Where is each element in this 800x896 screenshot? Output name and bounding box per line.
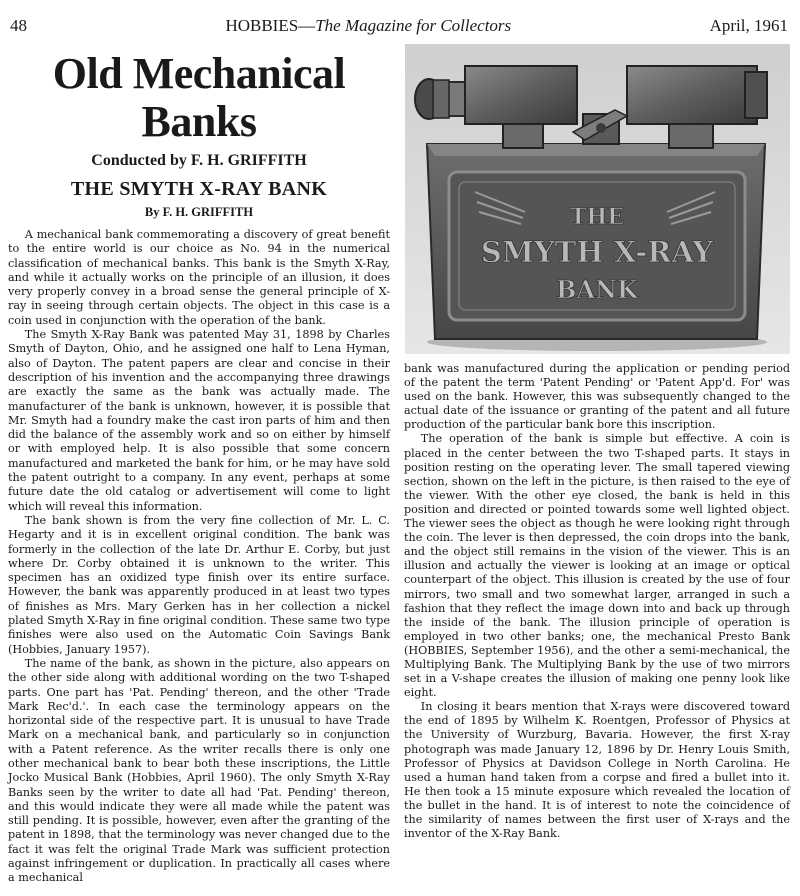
bank-photograph	[405, 44, 790, 354]
right-column	[404, 362, 790, 841]
viewer-collar	[433, 80, 449, 118]
byline: By F. H. GRIFFITH	[144, 205, 254, 219]
paragraph-continued: bank was manufactured during the application or pending period of the patent the term 'Patent Pending' or 'Patent App'd. For' was used on the bank. However, this was subsequently changed to the actual date of the issuance or granting of the patent and all future production of the particular bank bore this inscription.	[404, 362, 790, 432]
page-number: 48	[10, 16, 27, 35]
issue-date: April, 1961	[709, 16, 788, 35]
lettering-the: THE	[570, 204, 624, 230]
paragraph: The name of the bank, as shown in the picture, also appears on the other side along with additional wording on the two T-shaped parts. One part has 'Pat. Pending' thereon, and the other 'Trade Mark Rec'd.'. In each case the terminology appears on the horizontal side of the respective part. It is unusual to have Trade Mark on a mechanical bank, and particularly so in conjunction with a Patent reference. As the writer recalls there is only one other mechanical bank to bear both these inscriptions, the Little Jocko Musical Bank (Hobbies, April 1960). The only Smyth X-Ray Banks seen by the writer to date all had 'Pat. Pending' thereon, and this would indicate they were all made while the patent was still pending. It is possible, however, even after the granting of the patent in 1898, that the terminology was never changed due to the fact it was felt the original Trade Mark was sufficient protection against infringement or duplication. In practically all cases where a mechanical	[8, 656, 390, 885]
bank-photo-svg	[405, 44, 790, 354]
paragraph: A mechanical bank commemorating a discovery of great benefit to the entire world is our choice as No. 94 in the numerical classification of mechanical banks. This bank is the Smyth X-Ray, and while it actually works on the principle of an illusion, it does very properly convey in a broad sense the general principle of X-ray in seeing through certain objects. The object in this case is a coin used in conjunction with the operation of the bank.	[8, 228, 390, 327]
left-t-stem	[503, 124, 543, 148]
right-t-block	[627, 66, 757, 124]
department-title: Old Mechanical Banks	[52, 49, 346, 146]
running-head	[10, 16, 788, 36]
magazine-prefix: HOBBIES—	[225, 16, 316, 35]
paragraph: The bank shown is from the very fine collection of Mr. L. C. Hegarty and it is in excellent original condition. The bank was formerly in the collection of the late Dr. Arthur E. Corby, but just where Dr. Corby obtained it is unknown to the writer. This specimen has an oxidized type finish over its entire surface. However, the bank was apparently produced in at least two types of finishes as Mrs. Mary Gerken has in her collection a nickel plated Smyth X-Ray in fine original condition. These same two type finishes were also used on the Automatic Coin Savings Bank (Hobbies, January 1957).	[8, 513, 390, 656]
left-column	[8, 50, 390, 886]
article-title: THE SMYTH X-RAY BANK	[70, 178, 328, 200]
paragraph: In closing it bears mention that X-rays were discovered toward the end of 1895 by Wilhelm K. Roentgen, Professor of Physics at the University of Wurzburg, Bavaria. However, the first X-ray photograph was made January 12, 1896 by Dr. Henry Louis Smith, Professor of Physics at Davidson College in North Carolina. He used a human hand taken from a corpse and fired a bullet into it. He then took a 15 minute exposure which revealed the location of the bullet in the hand. It is of interest to note the coincidence of the similarity of names between the first user of X-rays and the inventor of the X-Ray Bank.	[404, 700, 790, 841]
conducted-by: Conducted by F. H. GRIFFITH	[91, 152, 307, 169]
magazine-title	[225, 16, 511, 36]
lettering-bank: BANK	[556, 275, 638, 304]
paragraph: The Smyth X-Ray Bank was patented May 31, 1898 by Charles Smyth of Dayton, Ohio, and he assigned one half to Lena Hyman, also of Dayton. The patent papers are clear and concise in their description of his invention and the accompanying three drawings are exactly the same as the bank was actually made. The manufacturer of the bank is unknown, however, it is possible that Mr. Smyth had a foundry make the cast iron parts of him and then did the balance of the assembly work and so on either by himself or with employed help. It is also possible that some concern manufactured and marketed the bank for him, or he may have sold the patent outright to a company. In any event, perhaps at some future date the old catalog or advertisement will come to light which will reveal this information.	[8, 328, 390, 513]
right-t-end	[745, 72, 767, 118]
left-t-block	[465, 66, 577, 124]
article-body-left	[8, 228, 390, 886]
magazine-subtitle: The Magazine for Collectors	[315, 16, 512, 35]
paragraph: The operation of the bank is simple but effective. A coin is placed in the center between the two T-shaped parts. It stays in position resting on the operating lever. The small tapered viewing section, shown on the left in the picture, is then raised to the eye of the viewer. With the other eye closed, the bank is held in this position and directed or pointed towards some well lighted object. The viewer sees the object as though he were looking right through the coin. The lever is then depressed, the coin drops into the bank, and the object still remains in the vision of the viewer. This is an illusion and actually the viewer is looking at an image or optical counterpart of the object. This illusion is created by the use of four mirrors, two small and two somewhat larger, arranged in such a fashion that they reflect the image down into and back up through the inside of the bank. The illusion principle of operation is employed in two other banks; one, the mechanical Presto Bank (HOBBIES, September 1956), and the other a semi-mechanical, the Multiplying Bank. The Multiplying Bank by the use of two mirrors set in a V-shape creates the illusion of making one penny look like eight.	[404, 432, 790, 700]
bank-top-edge	[427, 144, 765, 156]
right-t-stem	[669, 124, 713, 148]
lettering-smyth-xray: SMYTH X-RAY	[480, 235, 714, 269]
